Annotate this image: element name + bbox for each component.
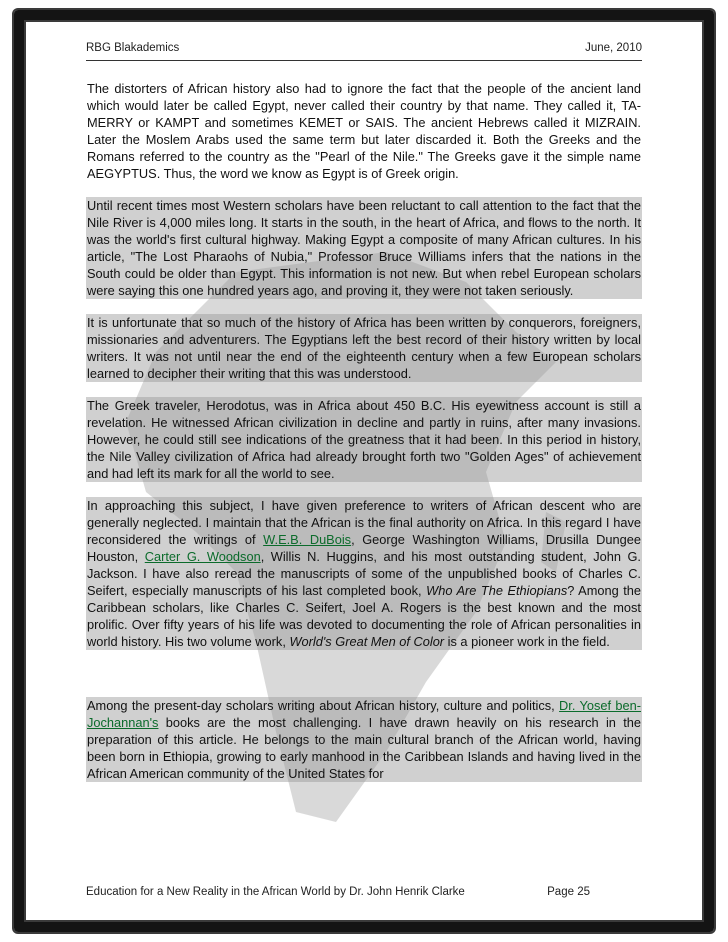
link-yosef-ben-jochannan[interactable]: Dr. Yosef ben-Jochannan's bbox=[87, 698, 641, 730]
paragraph-3: It is unfortunate that so much of the history of Africa has been written by conquerors, foreigners, missionaries and adventurers. The Egyptians left the best record of their history written by local writers. It was not until near the end of the eighteenth century when a few European scholars learned to decipher their writing that this was understood. bbox=[87, 315, 641, 381]
page-header bbox=[86, 42, 642, 54]
p5-text-c: , Willis N. Huggins, and his most outstanding student, John G. Jackson. I have also reread the manuscripts of some of the unpublished books of Charles C. Seifert, especially manuscripts of his last completed book, bbox=[87, 549, 641, 598]
page-footer bbox=[86, 886, 642, 898]
paragraph-5 bbox=[86, 497, 642, 650]
p5-text-d: ? Among the Caribbean scholars, like Charles C. Seifert, Joel A. Rogers is the best known and the most prolific. Over fifty years of his life was devoted to documenting the role of African personalities in world history. His two volume work, bbox=[87, 583, 642, 649]
paragraph-4: The Greek traveler, Herodotus, was in Africa about 450 B.C. His eyewitness account is still a revelation. He witnessed African civilization in decline and partly in ruins, after many invasions. However, he could still see indications of the greatness that it had been. In this period in history, the Nile Valley civilization of Africa had already brought forth two "Golden Ages" of achievement and had left its mark for all the world to see. bbox=[87, 398, 641, 481]
p5-text-a: In approaching this subject, I have given preference to writers of African descent who are generally neglected. I maintain that the African is the final authority on Africa. In this regard I have reconsidered the writings of bbox=[87, 498, 641, 547]
link-web-dubois[interactable]: W.E.B. DuBois bbox=[263, 532, 352, 547]
article-body bbox=[86, 80, 642, 797]
book-title-ethiopians: Who Are The Ethiopians bbox=[426, 583, 568, 598]
header-date: June, 2010 bbox=[585, 42, 642, 54]
paragraph-2: Until recent times most Western scholars have been reluctant to call attention to the fact that the Nile River is 4,000 miles long. It starts in the south, in the heart of Africa, and flows to the north. It was the world's first cultural highway. Making Egypt a composite of many African cultures. In his article, "The Lost Pharaohs of Nubia," Professor Bruce Williams infers that the nations in the South could be older than Egypt. This information is not new. But when rebel European scholars were saying this one hundred years ago, and proving it, they were not taken seriously. bbox=[87, 198, 641, 298]
link-carter-woodson[interactable]: Carter G. Woodson bbox=[144, 549, 261, 564]
p5-text-e: is a pioneer work in the field. bbox=[444, 634, 610, 649]
p6-text-a: Among the present-day scholars writing about African history, culture and politics, bbox=[87, 698, 560, 713]
spacer bbox=[86, 665, 642, 697]
page-number: Page 25 bbox=[547, 886, 590, 898]
footer-title: Education for a New Reality in the African World by Dr. John Henrik Clarke bbox=[86, 886, 465, 898]
paragraph-6 bbox=[86, 697, 642, 782]
header-left: RBG Blakademics bbox=[86, 42, 180, 54]
p6-text-b: books are the most challenging. I have drawn heavily on his research in the preparation of this article. He belongs to the main cultural branch of the African world, having been born in Ethiopia, growing to early manhood in the Caribbean Islands and having lived in the African American community of the United States for bbox=[87, 715, 641, 781]
p5-text-b: , George Washington Williams, Drusilla Dungee Houston, bbox=[87, 532, 642, 564]
book-title-great-men: World's Great Men of Color bbox=[289, 634, 445, 649]
header-rule bbox=[86, 60, 642, 61]
paragraph-1: The distorters of African history also had to ignore the fact that the people of the ancient land which would later be called Egypt, never called their country by that name. They called it, TA-MERRY or KAMPT and sometimes KEMET or SAIS. The ancient Hebrews called it MIZRAIN. Later the Moslem Arabs used the same term but later discarded it. Both the Greeks and the Romans referred to the country as the "Pearl of the Nile." The Greeks gave it the simple name AEGYPTUS. Thus, the word we know as Egypt is of Greek origin. bbox=[87, 81, 641, 181]
